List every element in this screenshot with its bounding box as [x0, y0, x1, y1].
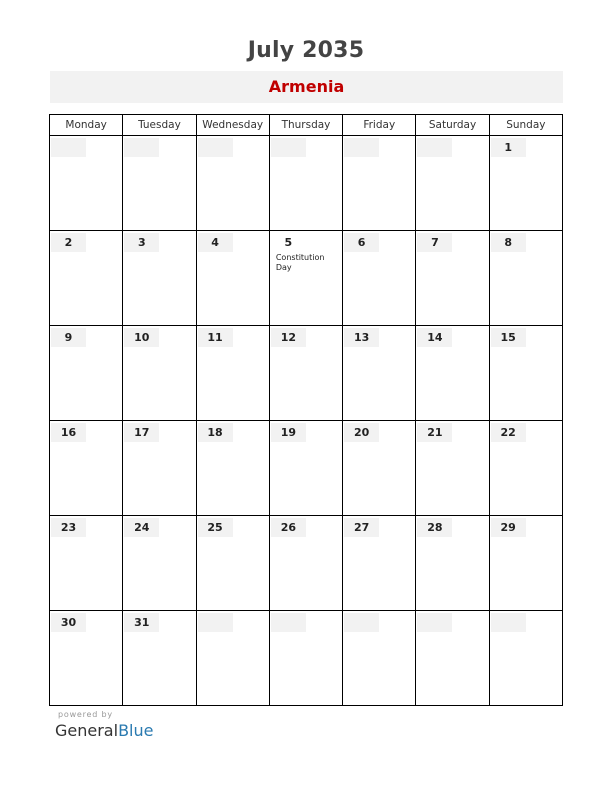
day-number: 3	[137, 236, 146, 249]
day-cell-content	[416, 613, 488, 705]
day-cell-content	[343, 518, 415, 610]
weekday-header: Monday	[50, 115, 123, 136]
day-number-box	[344, 423, 379, 442]
day-number-box	[124, 233, 159, 252]
day-number-box	[198, 233, 233, 252]
day-number: 30	[60, 616, 77, 629]
day-number: 8	[504, 236, 513, 249]
day-number-box	[198, 423, 233, 442]
day-number: 10	[134, 331, 150, 344]
calendar-day-cell[interactable]	[196, 326, 269, 421]
calendar-day-cell[interactable]	[489, 136, 562, 231]
day-number-box	[344, 233, 379, 252]
calendar-day-cell[interactable]	[269, 326, 342, 421]
page-title: July 2035	[247, 38, 365, 63]
calendar-week-row	[50, 516, 563, 611]
day-cell-content	[490, 328, 562, 420]
day-cell-content	[123, 328, 195, 420]
day-cell-content	[490, 613, 562, 705]
day-cell-content	[270, 233, 342, 325]
day-number-box	[51, 518, 86, 537]
day-cell-content	[270, 328, 342, 420]
calendar-day-cell[interactable]	[269, 516, 342, 611]
day-number-box	[491, 138, 526, 157]
day-number-box	[198, 613, 233, 632]
day-number: 26	[280, 521, 296, 534]
calendar-grid	[49, 114, 563, 706]
day-cell-content	[490, 518, 562, 610]
day-cell-content	[343, 233, 415, 325]
day-number: 7	[431, 236, 439, 249]
day-cell-content	[270, 423, 342, 515]
calendar-day-cell[interactable]	[196, 421, 269, 516]
calendar-day-cell[interactable]	[50, 611, 123, 706]
calendar-day-cell[interactable]	[343, 611, 416, 706]
day-number-box	[124, 613, 159, 632]
day-cell-content	[343, 328, 415, 420]
day-cell-content	[197, 233, 269, 325]
country-name: Armenia	[268, 77, 345, 96]
day-cell-content	[416, 138, 488, 230]
day-number-box	[271, 613, 306, 632]
brand-blue: Blue	[118, 721, 154, 740]
day-number: 17	[134, 426, 150, 439]
day-number-box	[491, 613, 526, 632]
brand-general: General	[55, 721, 119, 740]
day-number: 20	[353, 426, 370, 439]
day-number-box	[344, 613, 379, 632]
day-cell-content	[197, 328, 269, 420]
day-number-box	[417, 613, 452, 632]
day-cell-content	[50, 328, 122, 420]
day-number: 1	[504, 141, 513, 154]
calendar-day-cell[interactable]	[416, 326, 489, 421]
brand-logo[interactable]	[55, 721, 153, 740]
day-cell-content	[416, 233, 488, 325]
day-cell-content	[123, 233, 195, 325]
day-number-box	[51, 138, 86, 157]
weekday-header: Tuesday	[123, 115, 196, 136]
day-cell-content	[197, 613, 269, 705]
day-number-box	[344, 328, 379, 347]
day-number-box	[124, 518, 159, 537]
weekday-header: Wednesday	[196, 115, 269, 136]
day-cell-content	[123, 613, 195, 705]
calendar-day-cell[interactable]	[196, 516, 269, 611]
day-cell-content	[490, 233, 562, 325]
day-number-box	[124, 138, 159, 157]
calendar-day-cell[interactable]	[416, 136, 489, 231]
day-number-box	[198, 518, 233, 537]
calendar-day-cell[interactable]	[50, 326, 123, 421]
holiday-label: Constitution Day	[275, 253, 325, 272]
weekday-header: Thursday	[269, 115, 342, 136]
calendar-day-cell[interactable]	[269, 136, 342, 231]
day-cell-content	[343, 423, 415, 515]
calendar-day-cell[interactable]	[123, 516, 196, 611]
day-number: 11	[207, 331, 223, 344]
calendar-body	[50, 136, 563, 706]
day-cell-content	[490, 138, 562, 230]
calendar-day-cell[interactable]	[416, 421, 489, 516]
calendar-week-row	[50, 421, 563, 516]
day-cell-content	[197, 138, 269, 230]
day-number-box	[417, 233, 452, 252]
day-cell-content	[416, 328, 488, 420]
day-number: 9	[64, 331, 73, 344]
powered-by-label: powered by	[58, 710, 113, 719]
day-number-box	[344, 518, 379, 537]
day-number: 12	[280, 331, 296, 344]
day-number: 5	[284, 236, 293, 249]
weekday-header: Friday	[343, 115, 416, 136]
day-number: 23	[60, 521, 77, 534]
calendar-day-cell[interactable]	[489, 326, 562, 421]
day-number-box	[51, 328, 86, 347]
calendar-day-cell[interactable]	[50, 136, 123, 231]
calendar-day-cell[interactable]	[343, 516, 416, 611]
calendar-week-row	[50, 136, 563, 231]
day-cell-content	[343, 138, 415, 230]
calendar-day-cell[interactable]	[196, 136, 269, 231]
day-cell-content	[270, 518, 342, 610]
day-number-box	[271, 423, 306, 442]
day-number: 15	[500, 331, 516, 344]
day-cell-content	[123, 518, 195, 610]
day-number-box	[198, 328, 233, 347]
day-number-box	[417, 138, 452, 157]
day-number: 4	[211, 236, 219, 249]
day-cell-content	[416, 423, 488, 515]
calendar-day-cell[interactable]	[416, 611, 489, 706]
calendar-day-cell[interactable]	[123, 231, 196, 326]
day-cell-content	[270, 138, 342, 230]
weekday-header-row	[50, 115, 563, 136]
day-number: 19	[280, 426, 296, 439]
calendar-day-cell[interactable]	[196, 231, 269, 326]
day-number-box	[51, 613, 86, 632]
calendar-day-cell[interactable]	[343, 421, 416, 516]
day-number-box	[198, 138, 233, 157]
day-cell-content	[197, 423, 269, 515]
day-number: 27	[353, 521, 370, 534]
day-number-box	[491, 328, 526, 347]
calendar-day-cell[interactable]	[269, 231, 342, 326]
day-cell-content	[416, 518, 488, 610]
day-number-box	[271, 328, 306, 347]
day-cell-content	[270, 613, 342, 705]
calendar-day-cell[interactable]	[123, 611, 196, 706]
calendar-day-cell[interactable]	[123, 136, 196, 231]
day-cell-content	[490, 423, 562, 515]
calendar-day-cell[interactable]	[489, 421, 562, 516]
day-number-box	[417, 518, 452, 537]
country-banner	[50, 71, 563, 103]
day-number-box	[491, 233, 526, 252]
day-cell-content	[197, 518, 269, 610]
weekday-header: Sunday	[489, 115, 562, 136]
day-number: 14	[427, 331, 443, 344]
day-number-box	[51, 233, 86, 252]
day-cell-content	[123, 423, 195, 515]
calendar-day-cell[interactable]	[50, 231, 123, 326]
day-number-box	[271, 518, 306, 537]
day-cell-content	[343, 613, 415, 705]
calendar-day-cell[interactable]	[343, 136, 416, 231]
day-number: 28	[427, 521, 443, 534]
day-number: 29	[500, 521, 516, 534]
calendar-day-cell[interactable]	[416, 516, 489, 611]
day-number: 22	[500, 426, 516, 439]
day-number-box	[344, 138, 379, 157]
calendar-week-row	[50, 611, 563, 706]
calendar-day-cell[interactable]	[489, 611, 562, 706]
day-number: 2	[64, 236, 73, 249]
day-number: 18	[207, 426, 223, 439]
calendar-week-row	[50, 326, 563, 421]
day-number: 6	[357, 236, 366, 249]
calendar-day-cell[interactable]	[269, 611, 342, 706]
day-number-box	[491, 423, 526, 442]
calendar-day-cell[interactable]	[489, 231, 562, 326]
day-cell-content	[50, 613, 122, 705]
calendar-day-cell[interactable]	[269, 421, 342, 516]
day-number: 25	[207, 521, 223, 534]
calendar-day-cell[interactable]	[123, 421, 196, 516]
calendar-day-cell[interactable]	[343, 326, 416, 421]
calendar-day-cell[interactable]	[50, 516, 123, 611]
day-number: 21	[427, 426, 443, 439]
day-number-box	[417, 328, 452, 347]
day-number-box	[271, 233, 306, 252]
day-number-box	[271, 138, 306, 157]
day-cell-content	[50, 138, 122, 230]
calendar-day-cell[interactable]	[196, 611, 269, 706]
calendar-day-cell[interactable]	[50, 421, 123, 516]
day-number-box	[124, 423, 159, 442]
day-number-box	[417, 423, 452, 442]
calendar-week-row	[50, 231, 563, 326]
day-number: 31	[134, 616, 150, 629]
day-number: 16	[60, 426, 77, 439]
calendar-day-cell[interactable]	[416, 231, 489, 326]
calendar-day-cell[interactable]	[489, 516, 562, 611]
day-number-box	[124, 328, 159, 347]
day-number: 24	[134, 521, 150, 534]
weekday-header: Saturday	[416, 115, 489, 136]
day-number-box	[491, 518, 526, 537]
day-cell-content	[50, 233, 122, 325]
day-cell-content	[123, 138, 195, 230]
calendar-day-cell[interactable]	[123, 326, 196, 421]
day-number: 13	[353, 331, 370, 344]
day-cell-content	[50, 518, 122, 610]
day-number-box	[51, 423, 86, 442]
calendar-day-cell[interactable]	[343, 231, 416, 326]
day-cell-content	[50, 423, 122, 515]
